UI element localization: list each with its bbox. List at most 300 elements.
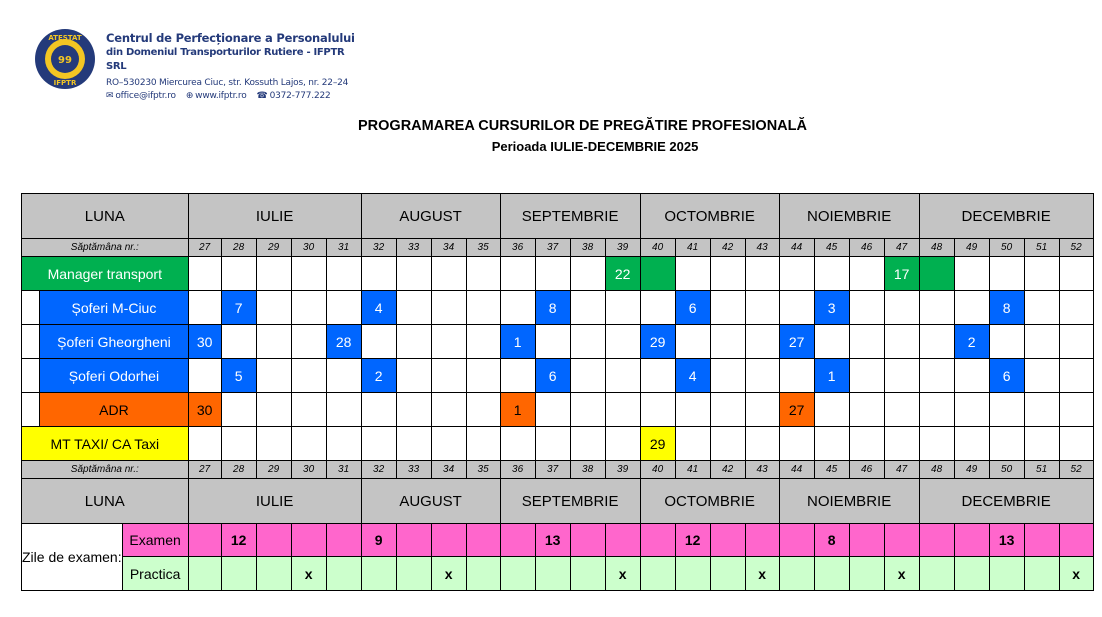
practice-mark-cell: x [431, 557, 466, 591]
empty-cell [396, 291, 431, 325]
week-number: 45 [814, 239, 849, 257]
exam-empty-cell [849, 524, 884, 557]
empty-cell [849, 291, 884, 325]
week-number: 29 [256, 461, 291, 479]
week-number: 39 [605, 461, 640, 479]
week-number: 43 [745, 461, 779, 479]
week-number: 31 [326, 239, 361, 257]
empty-cell [221, 257, 256, 291]
empty-cell [570, 257, 605, 291]
empty-cell [221, 427, 256, 461]
row-indent [22, 291, 40, 325]
empty-cell [361, 427, 396, 461]
zile-examen-label: Zile de examen: [22, 524, 123, 591]
examen-label: Examen [122, 524, 188, 557]
course-date-cell: 22 [605, 257, 640, 291]
course-date-cell: 8 [535, 291, 570, 325]
logo-number: 99 [58, 55, 72, 66]
empty-cell [291, 359, 326, 393]
week-number: 50 [989, 461, 1024, 479]
empty-cell [745, 257, 779, 291]
month-header: OCTOMBRIE [640, 479, 779, 524]
course-label: Manager transport [22, 257, 189, 291]
week-number: 30 [291, 239, 326, 257]
empty-cell [291, 257, 326, 291]
course-date-cell: 1 [500, 325, 535, 359]
empty-cell [745, 359, 779, 393]
empty-cell [396, 359, 431, 393]
empty-cell [675, 325, 710, 359]
exam-row [22, 524, 1094, 557]
exam-empty-cell [954, 524, 989, 557]
week-number: 49 [954, 239, 989, 257]
empty-cell [535, 257, 570, 291]
logo-text-top: ATESTAT [48, 34, 82, 42]
page-title: PROGRAMAREA CURSURILOR DE PREGĂTIRE PROFESIONALĂ [358, 118, 807, 134]
empty-cell [1059, 393, 1093, 427]
week-label: Săptămâna nr.: [22, 461, 189, 479]
week-number: 48 [919, 461, 954, 479]
course-label: Șoferi Gheorgheni [40, 325, 188, 359]
course-date-cell: 6 [675, 291, 710, 325]
week-number: 28 [221, 239, 256, 257]
week-number: 51 [1024, 461, 1059, 479]
week-number: 44 [779, 239, 814, 257]
empty-cell [431, 325, 466, 359]
course-label: MT TAXI/ CA Taxi [22, 427, 189, 461]
week-number: 45 [814, 461, 849, 479]
practice-mark-cell: x [745, 557, 779, 591]
empty-cell [954, 257, 989, 291]
empty-cell [849, 427, 884, 461]
empty-cell [814, 393, 849, 427]
empty-cell [570, 427, 605, 461]
empty-cell [745, 325, 779, 359]
practice-empty-cell [535, 557, 570, 591]
empty-cell [188, 257, 221, 291]
empty-cell [221, 325, 256, 359]
week-number: 40 [640, 239, 675, 257]
empty-cell [1024, 291, 1059, 325]
week-number: 33 [396, 461, 431, 479]
week-number: 40 [640, 461, 675, 479]
empty-cell [919, 393, 954, 427]
empty-cell [326, 427, 361, 461]
row-indent [22, 393, 40, 427]
row-indent [22, 359, 40, 393]
course-date-cell: 1 [500, 393, 535, 427]
empty-cell [326, 359, 361, 393]
luna-label: LUNA [22, 479, 189, 524]
course-date-cell: 30 [188, 393, 221, 427]
exam-empty-cell [779, 524, 814, 557]
empty-cell [779, 257, 814, 291]
practice-empty-cell [919, 557, 954, 591]
empty-cell [605, 393, 640, 427]
empty-cell [849, 393, 884, 427]
empty-cell [431, 359, 466, 393]
week-number: 36 [500, 239, 535, 257]
empty-cell [989, 257, 1024, 291]
week-number: 39 [605, 239, 640, 257]
course-date-cell: 5 [221, 359, 256, 393]
empty-cell [1059, 291, 1093, 325]
empty-cell [188, 291, 221, 325]
empty-cell [1059, 257, 1093, 291]
week-number: 38 [570, 461, 605, 479]
empty-cell [535, 393, 570, 427]
week-number: 41 [675, 239, 710, 257]
logo-text-bottom: IFPTR [53, 79, 77, 87]
empty-cell [1059, 427, 1093, 461]
empty-cell [675, 257, 710, 291]
empty-cell [849, 257, 884, 291]
empty-cell [884, 359, 919, 393]
empty-cell [919, 325, 954, 359]
exam-empty-cell [745, 524, 779, 557]
empty-cell [954, 359, 989, 393]
empty-cell [431, 291, 466, 325]
empty-cell [361, 393, 396, 427]
week-number: 34 [431, 461, 466, 479]
empty-cell [605, 359, 640, 393]
exam-empty-cell [291, 524, 326, 557]
exam-date-cell: 12 [675, 524, 710, 557]
course-row [22, 291, 1094, 325]
empty-cell [188, 359, 221, 393]
course-row [22, 325, 1094, 359]
empty-cell [989, 325, 1024, 359]
practice-row [22, 557, 1094, 591]
empty-cell [256, 359, 291, 393]
month-header: DECEMBRIE [919, 479, 1093, 524]
empty-cell [849, 325, 884, 359]
empty-cell [291, 427, 326, 461]
month-header: DECEMBRIE [919, 194, 1093, 239]
week-number: 35 [466, 461, 500, 479]
week-number: 46 [849, 239, 884, 257]
empty-cell [256, 427, 291, 461]
course-date-cell [640, 257, 675, 291]
week-number: 27 [188, 239, 221, 257]
month-header: NOIEMBRIE [779, 194, 919, 239]
empty-cell [605, 325, 640, 359]
empty-cell [535, 427, 570, 461]
week-number: 37 [535, 461, 570, 479]
empty-cell [570, 393, 605, 427]
empty-cell [954, 291, 989, 325]
week-number: 48 [919, 239, 954, 257]
luna-label: LUNA [22, 194, 189, 239]
empty-cell [256, 257, 291, 291]
practice-empty-cell [466, 557, 500, 591]
empty-cell [954, 427, 989, 461]
empty-cell [989, 393, 1024, 427]
practice-empty-cell [188, 557, 221, 591]
week-number: 47 [884, 239, 919, 257]
empty-cell [1024, 427, 1059, 461]
course-date-cell: 6 [989, 359, 1024, 393]
exam-date-cell: 13 [989, 524, 1024, 557]
week-number: 31 [326, 461, 361, 479]
practice-empty-cell [814, 557, 849, 591]
exam-date-cell: 12 [221, 524, 256, 557]
practica-label: Practica [122, 557, 188, 591]
empty-cell [814, 427, 849, 461]
empty-cell [605, 291, 640, 325]
exam-empty-cell [188, 524, 221, 557]
empty-cell [710, 291, 745, 325]
exam-empty-cell [396, 524, 431, 557]
course-date-cell: 6 [535, 359, 570, 393]
empty-cell [396, 257, 431, 291]
week-number: 50 [989, 239, 1024, 257]
empty-cell [361, 325, 396, 359]
practice-mark-cell: x [884, 557, 919, 591]
org-email[interactable]: office@ifptr.ro [115, 91, 176, 101]
course-date-cell: 30 [188, 325, 221, 359]
org-info [106, 31, 366, 102]
month-header: NOIEMBRIE [779, 479, 919, 524]
empty-cell [221, 393, 256, 427]
empty-cell [745, 393, 779, 427]
empty-cell [814, 257, 849, 291]
empty-cell [500, 257, 535, 291]
course-row [22, 257, 1094, 291]
empty-cell [500, 291, 535, 325]
page-subtitle: Perioada IULIE-DECEMBRIE 2025 [491, 139, 699, 154]
org-web[interactable]: www.ifptr.ro [195, 91, 247, 101]
course-date-cell: 29 [640, 325, 675, 359]
empty-cell [500, 427, 535, 461]
empty-cell [466, 427, 500, 461]
empty-cell [466, 257, 500, 291]
schedule-table [21, 193, 1094, 591]
empty-cell [326, 257, 361, 291]
empty-cell [326, 291, 361, 325]
week-number: 35 [466, 239, 500, 257]
month-header-row-top [22, 194, 1094, 239]
empty-cell [1024, 359, 1059, 393]
month-header: SEPTEMBRIE [500, 479, 640, 524]
empty-cell [500, 359, 535, 393]
empty-cell [291, 325, 326, 359]
exam-empty-cell [919, 524, 954, 557]
month-header-row-bottom [22, 479, 1094, 524]
exam-empty-cell [1024, 524, 1059, 557]
practice-empty-cell [221, 557, 256, 591]
practice-empty-cell [396, 557, 431, 591]
course-date-cell: 27 [779, 393, 814, 427]
course-label: Șoferi Odorhei [40, 359, 188, 393]
exam-date-cell: 13 [535, 524, 570, 557]
exam-empty-cell [884, 524, 919, 557]
practice-empty-cell [570, 557, 605, 591]
empty-cell [188, 427, 221, 461]
empty-cell [919, 291, 954, 325]
exam-date-cell: 8 [814, 524, 849, 557]
exam-date-cell: 9 [361, 524, 396, 557]
week-number: 46 [849, 461, 884, 479]
course-date-cell: 2 [954, 325, 989, 359]
empty-cell [466, 291, 500, 325]
empty-cell [919, 359, 954, 393]
empty-cell [361, 257, 396, 291]
exam-empty-cell [500, 524, 535, 557]
empty-cell [675, 427, 710, 461]
practice-mark-cell: x [291, 557, 326, 591]
course-date-cell: 4 [675, 359, 710, 393]
practice-empty-cell [849, 557, 884, 591]
empty-cell [1059, 325, 1093, 359]
empty-cell [256, 325, 291, 359]
month-header: OCTOMBRIE [640, 194, 779, 239]
month-header: IULIE [188, 479, 361, 524]
month-header: IULIE [188, 194, 361, 239]
course-date-cell: 28 [326, 325, 361, 359]
empty-cell [745, 291, 779, 325]
empty-cell [989, 427, 1024, 461]
week-number: 44 [779, 461, 814, 479]
empty-cell [640, 393, 675, 427]
empty-cell [884, 291, 919, 325]
empty-cell [291, 393, 326, 427]
course-date-cell: 7 [221, 291, 256, 325]
empty-cell [849, 359, 884, 393]
empty-cell [884, 393, 919, 427]
week-number: 33 [396, 239, 431, 257]
week-number: 37 [535, 239, 570, 257]
week-number: 36 [500, 461, 535, 479]
week-number: 49 [954, 461, 989, 479]
practice-empty-cell [675, 557, 710, 591]
empty-cell [1024, 257, 1059, 291]
course-row [22, 393, 1094, 427]
month-header: AUGUST [361, 194, 500, 239]
empty-cell [605, 427, 640, 461]
org-contact [106, 90, 366, 102]
empty-cell [570, 359, 605, 393]
week-number: 51 [1024, 239, 1059, 257]
week-number: 41 [675, 461, 710, 479]
course-row [22, 359, 1094, 393]
row-indent [22, 325, 40, 359]
practice-empty-cell [326, 557, 361, 591]
practice-empty-cell [710, 557, 745, 591]
empty-cell [710, 325, 745, 359]
week-number: 38 [570, 239, 605, 257]
empty-cell [640, 291, 675, 325]
org-name: Centrul de Perfecționare a Personalului [106, 31, 355, 45]
week-number: 29 [256, 239, 291, 257]
org-subline: din Domeniul Transporturilor Rutiere - IFPTR SRL [106, 47, 345, 72]
empty-cell [256, 291, 291, 325]
practice-empty-cell [1024, 557, 1059, 591]
practice-empty-cell [256, 557, 291, 591]
course-date-cell: 2 [361, 359, 396, 393]
course-date-cell: 17 [884, 257, 919, 291]
empty-cell [1059, 359, 1093, 393]
empty-cell [710, 359, 745, 393]
empty-cell [710, 427, 745, 461]
empty-cell [779, 427, 814, 461]
exam-empty-cell [431, 524, 466, 557]
course-date-cell: 1 [814, 359, 849, 393]
week-number-row-top [22, 239, 1094, 257]
week-number: 42 [710, 239, 745, 257]
empty-cell [256, 393, 291, 427]
week-number: 42 [710, 461, 745, 479]
empty-cell [954, 393, 989, 427]
week-number: 52 [1059, 461, 1093, 479]
practice-mark-cell: x [605, 557, 640, 591]
empty-cell [466, 325, 500, 359]
week-number: 34 [431, 239, 466, 257]
globe-icon: ⊕ [185, 91, 194, 101]
empty-cell [779, 291, 814, 325]
course-label: Șoferi M-Ciuc [40, 291, 188, 325]
empty-cell [535, 325, 570, 359]
course-date-cell: 3 [814, 291, 849, 325]
week-number-row-bottom [22, 461, 1094, 479]
empty-cell [396, 325, 431, 359]
exam-empty-cell [1059, 524, 1093, 557]
week-number: 32 [361, 461, 396, 479]
empty-cell [431, 393, 466, 427]
empty-cell [396, 393, 431, 427]
empty-cell [710, 257, 745, 291]
empty-cell [431, 257, 466, 291]
empty-cell [396, 427, 431, 461]
course-date-cell: 4 [361, 291, 396, 325]
empty-cell [675, 393, 710, 427]
org-phone[interactable]: 0372-777.222 [269, 91, 331, 101]
empty-cell [431, 427, 466, 461]
mail-icon: ✉ [106, 91, 114, 101]
empty-cell [1024, 393, 1059, 427]
practice-mark-cell: x [1059, 557, 1093, 591]
exam-empty-cell [710, 524, 745, 557]
week-number: 27 [188, 461, 221, 479]
empty-cell [884, 325, 919, 359]
month-header: AUGUST [361, 479, 500, 524]
week-number: 28 [221, 461, 256, 479]
exam-empty-cell [256, 524, 291, 557]
month-header: SEPTEMBRIE [500, 194, 640, 239]
week-number: 47 [884, 461, 919, 479]
course-date-cell: 29 [640, 427, 675, 461]
empty-cell [1024, 325, 1059, 359]
practice-empty-cell [989, 557, 1024, 591]
ifptr-logo [34, 28, 96, 90]
week-number: 52 [1059, 239, 1093, 257]
exam-empty-cell [466, 524, 500, 557]
course-row [22, 427, 1094, 461]
empty-cell [640, 359, 675, 393]
course-label: ADR [40, 393, 188, 427]
exam-empty-cell [640, 524, 675, 557]
empty-cell [710, 393, 745, 427]
practice-empty-cell [779, 557, 814, 591]
org-address: RO–530230 Miercurea Ciuc, str. Kossuth Lajos, nr. 22–24 [106, 78, 349, 88]
empty-cell [779, 359, 814, 393]
empty-cell [466, 359, 500, 393]
empty-cell [814, 325, 849, 359]
course-date-cell: 8 [989, 291, 1024, 325]
empty-cell [570, 291, 605, 325]
exam-empty-cell [570, 524, 605, 557]
empty-cell [745, 427, 779, 461]
